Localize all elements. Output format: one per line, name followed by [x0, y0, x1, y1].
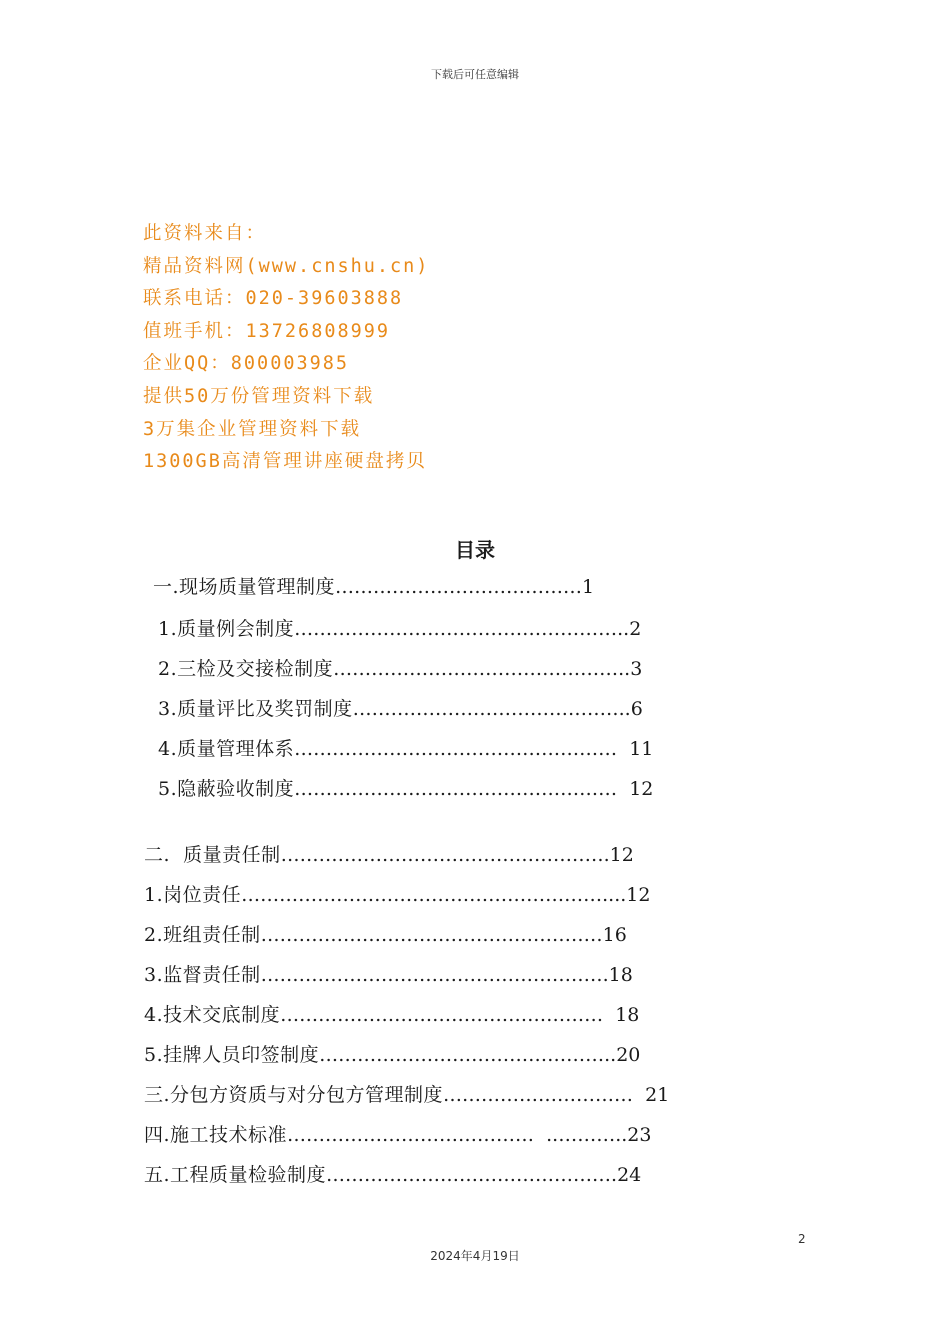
toc-entry-page: ..23: [615, 1124, 652, 1146]
toc-entry: [144, 1122, 651, 1148]
toc-leader-dots: ………………………………………: [326, 1164, 612, 1186]
toc-entry-label: 4.技术交底制度: [144, 1004, 281, 1026]
promo-line: 此资料来自：: [143, 223, 267, 244]
toc-leader-dots: ……………………………………………: [294, 778, 618, 800]
toc-leader-dots: ……………………………………………: [294, 618, 618, 640]
toc-entry: [144, 1002, 639, 1028]
toc-entry: [158, 736, 653, 762]
toc-entry-label: 五.工程质量检验制度: [144, 1164, 327, 1186]
promo-line: 1300GB高清管理讲座硬盘拷贝: [143, 451, 427, 473]
page-header: 下载后可任意编辑: [431, 68, 519, 81]
toc-leader-dots: ………………………………… ..………: [287, 1124, 616, 1146]
toc-entry: [144, 922, 627, 948]
toc-entry: [158, 656, 642, 682]
promo-block: [143, 218, 429, 479]
toc-entry-label: 4.质量管理体系: [158, 738, 295, 760]
toc-entry: [144, 1042, 640, 1068]
toc-entry: [158, 616, 641, 642]
toc-entry-page: .18: [602, 964, 633, 986]
toc-leader-dots: ………………………………………………: [260, 924, 603, 946]
toc-entry-label: 二. 质量责任制: [144, 844, 281, 866]
toc-entry-page: ..6: [618, 698, 643, 720]
toc-leader-dots: ………………………………………………: [260, 964, 603, 986]
toc-entry-label: 一.现场质量管理制度: [153, 576, 336, 598]
toc-leader-dots: ……………………………………………: [294, 738, 618, 760]
toc-entry: [158, 696, 643, 722]
toc-entry-page: 18: [603, 1004, 640, 1026]
toc-entry: [144, 962, 633, 988]
toc-leader-dots: …………………………: [443, 1084, 634, 1106]
toc-entry-page: .24: [611, 1164, 642, 1186]
toc-leader-dots: ……………………………………………: [280, 1004, 604, 1026]
toc-entry-label: 5.隐蔽验收制度: [158, 778, 295, 800]
toc-entry-page: 21: [633, 1084, 670, 1106]
toc-entry-page: 1: [582, 576, 595, 598]
toc-entry-page: 11: [617, 738, 654, 760]
toc-entry-label: 3.质量评比及奖罚制度: [158, 698, 353, 720]
toc-entry: [153, 574, 594, 600]
toc-entry: [144, 882, 650, 908]
toc-entry-label: 2.三检及交接检制度: [158, 658, 334, 680]
promo-line: 值班手机：13726808999: [143, 320, 391, 342]
toc-entry-page: ..2: [617, 618, 642, 640]
promo-line: 联系电话：020-39603888: [143, 288, 404, 310]
toc-leader-dots: …………………………………………………: [241, 884, 603, 906]
toc-entry-page: .12: [603, 844, 634, 866]
toc-entry-label: 5.挂牌人员印签制度: [144, 1044, 320, 1066]
toc-leader-dots: ………………………………………: [319, 1044, 605, 1066]
promo-line: 提供50万份管理资料下载: [143, 385, 375, 407]
promo-line: 3万集企业管理资料下载: [143, 418, 362, 440]
toc-entry-label: 四.施工技术标准: [144, 1124, 288, 1146]
promo-line: 企业QQ：800003985: [143, 353, 350, 375]
footer-date: 2024年4月19日: [430, 1249, 520, 1263]
toc-leader-dots: …………………………………: [335, 576, 583, 598]
toc-entry-page: ..3: [618, 658, 643, 680]
toc-entry-label: 3.监督责任制: [144, 964, 261, 986]
toc-entry: [158, 776, 653, 802]
promo-line: 精品资料网(www.cnshu.cn): [143, 255, 430, 277]
toc-entry: [144, 842, 634, 868]
toc-entry: [144, 1162, 641, 1188]
toc-entry-page: 12: [617, 778, 654, 800]
toc-entry-label: 三.分包方资质与对分包方管理制度: [144, 1084, 444, 1106]
toc-entry-label: 1.岗位责任: [144, 884, 242, 906]
toc-entry-page: 16: [602, 924, 627, 946]
toc-title: 目录: [455, 538, 495, 562]
toc-leader-dots: ……………………………………: [352, 698, 619, 720]
toc-entry-page: ..20: [604, 1044, 641, 1066]
toc-entry-label: 2.班组责任制: [144, 924, 261, 946]
toc-leader-dots: ……………………………………………: [280, 844, 604, 866]
page-number: 2: [798, 1232, 806, 1246]
toc-entry-label: 1.质量例会制度: [158, 618, 295, 640]
toc-entry-page: ....12: [602, 884, 651, 906]
toc-leader-dots: ………………………………………: [333, 658, 619, 680]
toc-entry: [144, 1082, 669, 1108]
